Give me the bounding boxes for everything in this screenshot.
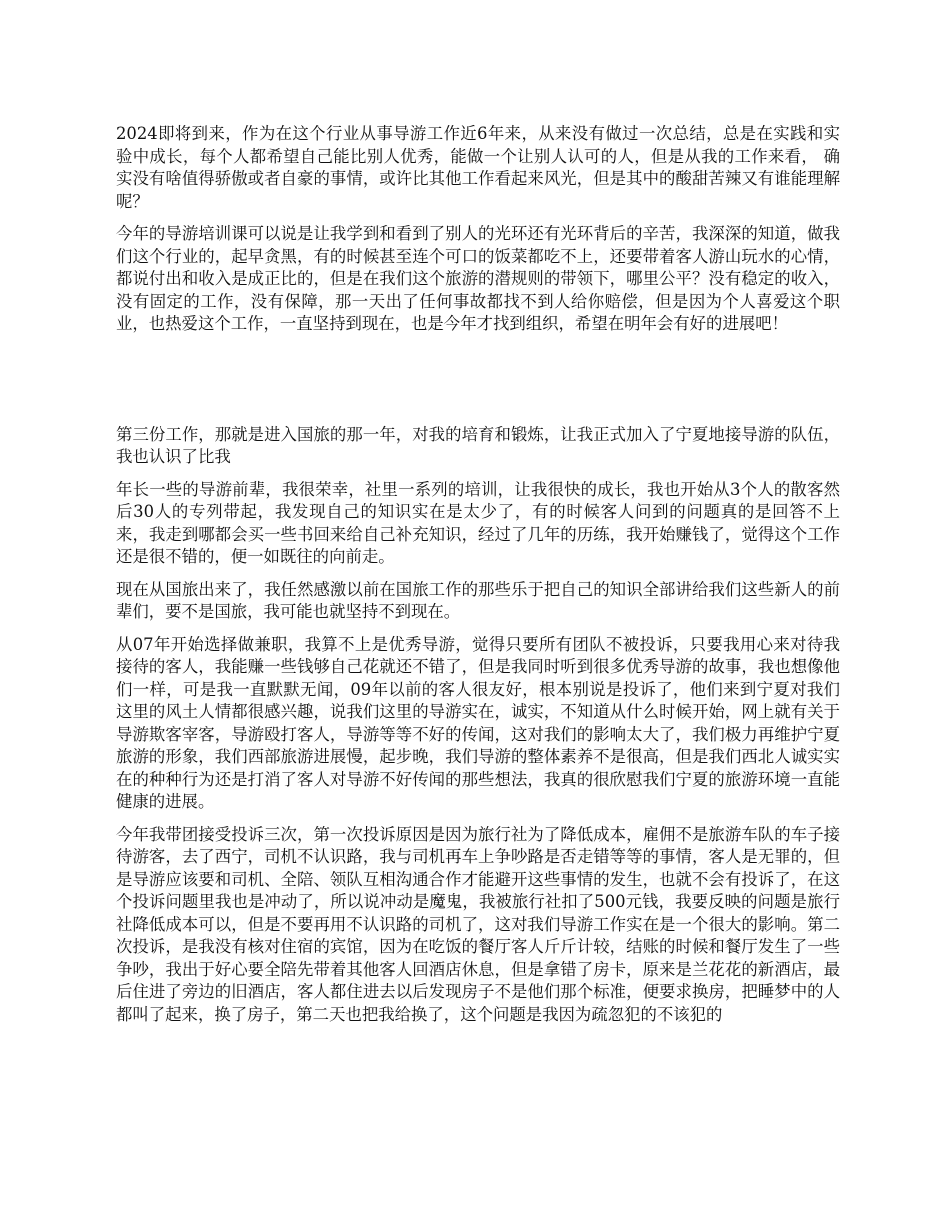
document-page [116, 123, 840, 1036]
section-gap [116, 346, 840, 424]
paragraph-seniors: 年长一些的导游前辈，我很荣幸，社里一系列的培训，让我很快的成长，我也开始从3个人的散客然后30人的专列带起，我发现自己的知识实在是太少了，有的时候客人问到的问题真的是回答不上来，我走到哪都会买一些书回来给自己补充知识，经过了几年的历练，我开始赚钱了，觉得这个工作还是很不错的，便一如既往的向前走。 [116, 479, 840, 566]
paragraph-training: 今年的导游培训课可以说是让我学到和看到了别人的光环还有光环背后的辛苦，我深深的知道，做我们这个行业的，起早贪黑，有的时候甚至连个可口的饭菜都吃不上，还要带着客人游山玩水的心情，都说付出和收入是成正比的，但是在我们这个旅游的潜规则的带领下，哪里公平？没有稳定的收入，没有固定的工作，没有保障，那一天出了任何事故都找不到人给你赔偿，但是因为个人喜爱这个职业，也热爱这个工作，一直坚持到现在，也是今年才找到组织，希望在明年会有好的进展吧！ [116, 224, 840, 333]
paragraph-gratitude: 现在从国旅出来了，我任然感激以前在国旅工作的那些乐于把自己的知识全部讲给我们这些新人的前辈们，要不是国旅，我可能也就坚持不到现在。 [116, 579, 840, 621]
paragraph-intro: 2024即将到来，作为在这个行业从事导游工作近6年来，从来没有做过一次总结，总是在实践和实验中成长，每个人都希望自己能比别人优秀，能做一个让别人认可的人，但是从我的工作来看， 确实没有啥值得骄傲或者自豪的事情，或许比其他工作看起来风光，但是其中的酸甜苦辣又有谁能理解呢？ [116, 124, 840, 211]
paragraph-third-job: 第三份工作，那就是进入国旅的那一年，对我的培育和锻炼，让我正式加入了宁夏地接导游的队伍，我也认识了比我 [116, 424, 840, 466]
paragraph-complaints: 今年我带团接受投诉三次，第一次投诉原因是因为旅行社为了降低成本，雇佣不是旅游车队的车子接待游客，去了西宁，司机不认识路，我与司机再车上争吵路是否走错等等的事情，客人是无罪的，但是导游应该要和司机、全陪、领队互相沟通合作才能避开这些事情的发生，也就不会有投诉了，在这个投诉问题里我也是冲动了，所以说冲动是魔鬼，我被旅行社扣了500元钱，我要反映的问题是旅行社降低成本可以，但是不要再用不认识路的司机了，这对我们导游工作实在是一个很大的影响。第二次投诉，是我没有核对住宿的宾馆，因为在吃饭的餐厅客人斤斤计较，结账的时候和餐厅发生了一些争吵，我出于好心要全陪先带着其他客人回酒店休息，但是拿错了房卡，原来是兰花花的新酒店，最后住进了旁边的旧酒店，客人都住进去以后发现房子不是他们那个标准，便要求换房，把睡梦中的人都叫了起来，换了房子，第二天也把我给换了，这个问题是我因为疏忽犯的不该犯的 [116, 824, 840, 1024]
paragraph-part-time: 从07年开始选择做兼职，我算不上是优秀导游，觉得只要所有团队不被投诉，只要我用心来对待我接待的客人，我能赚一些钱够自己花就还不错了，但是我同时听到很多优秀导游的故事，我也想像他们一样，可是我一直默默无闻，09年以前的客人很友好，根本别说是投诉了，他们来到宁夏对我们这里的风土人情都很感兴趣，说我们这里的导游实在，诚实，不知道从什么时候开始，网上就有关于导游欺客宰客，导游殴打客人，导游等等不好的传闻，这对我们的影响太大了，我们极力再维护宁夏旅游的形象，我们西部旅游进展慢，起步晚，我们导游的整体素养不是很高，但是我们西北人诚实实在的种种行为还是打消了客人对导游不好传闻的那些想法，我真的很欣慰我们宁夏的旅游环境一直能健康的进展。 [116, 634, 840, 811]
